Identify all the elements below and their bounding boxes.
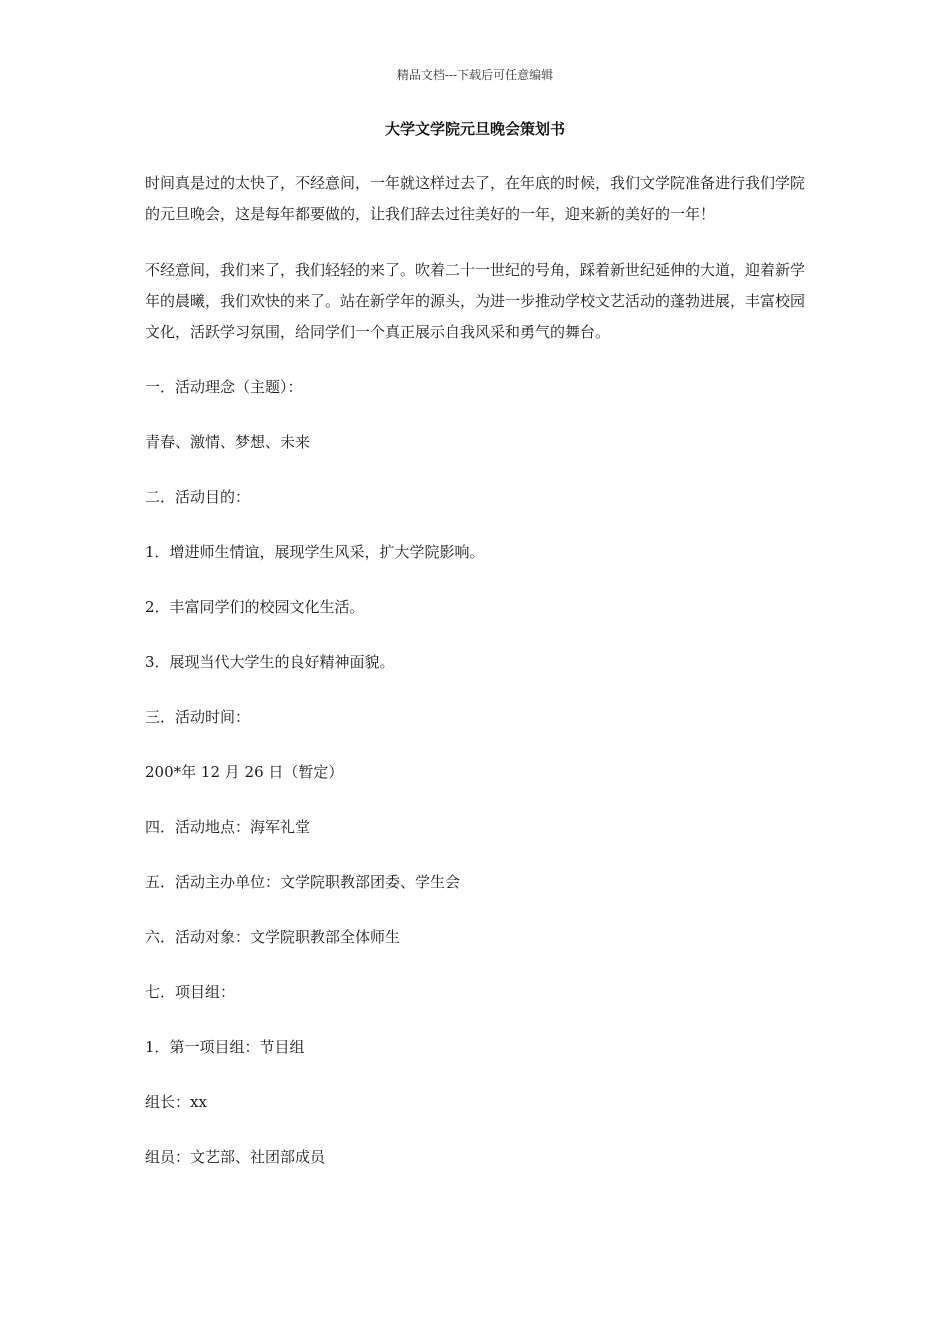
document-body [145,168,810,1197]
spacer [145,348,810,372]
group-1: 1．第一项目组：节目组 [145,1038,305,1056]
group-members: 组员：文艺部、社团部成员 [145,1148,326,1166]
section-heading-concept: 一．活动理念（主题）： [145,378,303,396]
group-leader: 组长：xx [145,1093,207,1111]
section-heading-time: 三．活动时间： [145,708,251,726]
section-audience: 六．活动对象：文学院职教部全体师生 [145,928,401,946]
page-header: 精品文档---下载后可任意编辑 [396,68,554,82]
section-heading-groups: 七．项目组： [145,983,236,1001]
purpose-item-1: 1．增进师生情谊，展现学生风采，扩大学院影响。 [145,543,485,561]
intro-paragraph: 时间真是过的太快了，不经意间，一年就这样过去了，在年底的时候，我们文学院准备进行我们学院的元旦晚会，这是每年都要做的，让我们辞去过往美好的一年，迎来新的美好的一年！ [145,174,806,223]
second-paragraph: 不经意间，我们来了，我们轻轻的来了。吹着二十一世纪的号角，踩着新世纪延伸的大道，迎着新学年的晨曦，我们欢快的来了。站在新学年的源头，为进一步推动学校文艺活动的蓬勃进展，丰富校园文化，活跃学习氛围，给同学们一个真正展示自我风采和勇气的舞台。 [145,261,806,341]
time-text: 200*年 12 月 26 日（暂定） [145,763,344,781]
purpose-item-2: 2．丰富同学们的校园文化生活。 [145,598,365,616]
section-heading-purpose: 二．活动目的： [145,488,251,506]
document-title: 大学文学院元旦晚会策划书 [384,120,565,138]
purpose-item-3: 3．展现当代大学生的良好精神面貌。 [145,653,395,671]
section-organizer: 五．活动主办单位：文学院职教部团委、学生会 [145,873,461,891]
section-location: 四．活动地点：海军礼堂 [145,818,311,836]
theme-text: 青春、激情、梦想、未来 [145,433,311,451]
